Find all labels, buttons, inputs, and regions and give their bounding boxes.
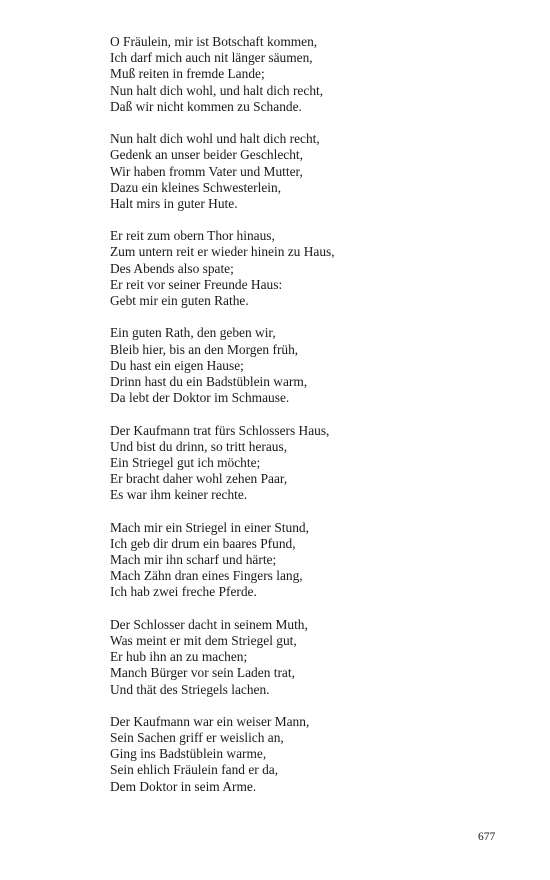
verse-line: Ein guten Rath, den geben wir,: [110, 325, 276, 341]
verse-line: Bleib hier, bis an den Morgen früh,: [110, 341, 299, 357]
stanza: [110, 228, 510, 309]
verse-line: Er reit zum obern Thor hinaus,: [110, 228, 275, 244]
verse-line: Er hub ihn an zu machen;: [110, 649, 248, 665]
verse-line: Mach Zähn dran eines Fingers lang,: [110, 568, 303, 584]
verse-line: Was meint er mit dem Striegel gut,: [110, 632, 297, 648]
verse-line: Der Schlosser dacht in seinem Muth,: [110, 616, 308, 632]
verse-line: Ich darf mich auch nit länger säumen,: [110, 50, 313, 66]
verse-line: Es war ihm keiner rechte.: [110, 487, 248, 503]
verse-line: Des Abends also spate;: [110, 260, 234, 276]
verse-line: Ich hab zwei freche Pferde.: [110, 584, 257, 600]
verse-line: Nun halt dich wohl und halt dich recht,: [110, 131, 320, 147]
verse-line: Dazu ein kleines Schwesterlein,: [110, 179, 282, 195]
verse-line: O Fräulein, mir ist Botschaft kommen,: [110, 34, 318, 49]
verse-line: Zum untern reit er wieder hinein zu Haus,: [110, 244, 335, 260]
page-number: 677: [478, 831, 496, 843]
verse-line: Gedenk an unser beider Geschlecht,: [110, 147, 303, 163]
verse-line: Muß reiten in fremde Lande;: [110, 66, 265, 82]
stanza: [110, 325, 510, 406]
verse-line: Ein Striegel gut ich möchte;: [110, 454, 261, 470]
verse-line: Nun halt dich wohl, und halt dich recht,: [110, 82, 324, 98]
stanza: [110, 714, 510, 795]
verse-line: Ich geb dir drum ein baares Pfund,: [110, 535, 296, 551]
verse-line: Manch Bürger vor sein Laden trat,: [110, 665, 295, 681]
stanza: [110, 520, 510, 601]
verse-line: Ging ins Badstüblein warme,: [110, 746, 267, 762]
verse-line: Mach mir ihn scharf und härte;: [110, 552, 277, 567]
stanza: [110, 617, 510, 698]
verse-line: Sein Sachen griff er weislich an,: [110, 730, 284, 746]
stanza: [110, 423, 510, 504]
verse-line: Der Kaufmann war ein weiser Mann,: [110, 713, 310, 729]
verse-line: Drinn hast du ein Badstüblein warm,: [110, 373, 308, 389]
verse-line: Dem Doktor in seim Arme.: [110, 778, 257, 794]
verse-line: Daß wir nicht kommen zu Schande.: [110, 98, 302, 114]
stanza: [110, 34, 510, 115]
verse-line: Er bracht daher wohl zehen Paar,: [110, 471, 288, 487]
verse-line: Wir haben fromm Vater und Mutter,: [110, 163, 303, 179]
verse-line: Und thät des Striegels lachen.: [110, 681, 270, 697]
stanza: [110, 131, 510, 212]
verse-line: Halt mirs in guter Hute.: [110, 195, 238, 211]
verse-line: Mach mir ein Striegel in einer Stund,: [110, 519, 309, 535]
verse-line: Gebt mir ein guten Rathe.: [110, 293, 249, 308]
poem-text: [110, 34, 510, 811]
verse-line: Der Kaufmann trat fürs Schlossers Haus,: [110, 422, 330, 438]
verse-line: Sein ehlich Fräulein fand er da,: [110, 762, 279, 778]
verse-line: Und bist du drinn, so tritt heraus,: [110, 438, 288, 454]
verse-line: Da lebt der Doktor im Schmause.: [110, 390, 290, 406]
verse-line: Er reit vor seiner Freunde Haus:: [110, 276, 283, 292]
verse-line: Du hast ein eigen Hause;: [110, 357, 244, 373]
